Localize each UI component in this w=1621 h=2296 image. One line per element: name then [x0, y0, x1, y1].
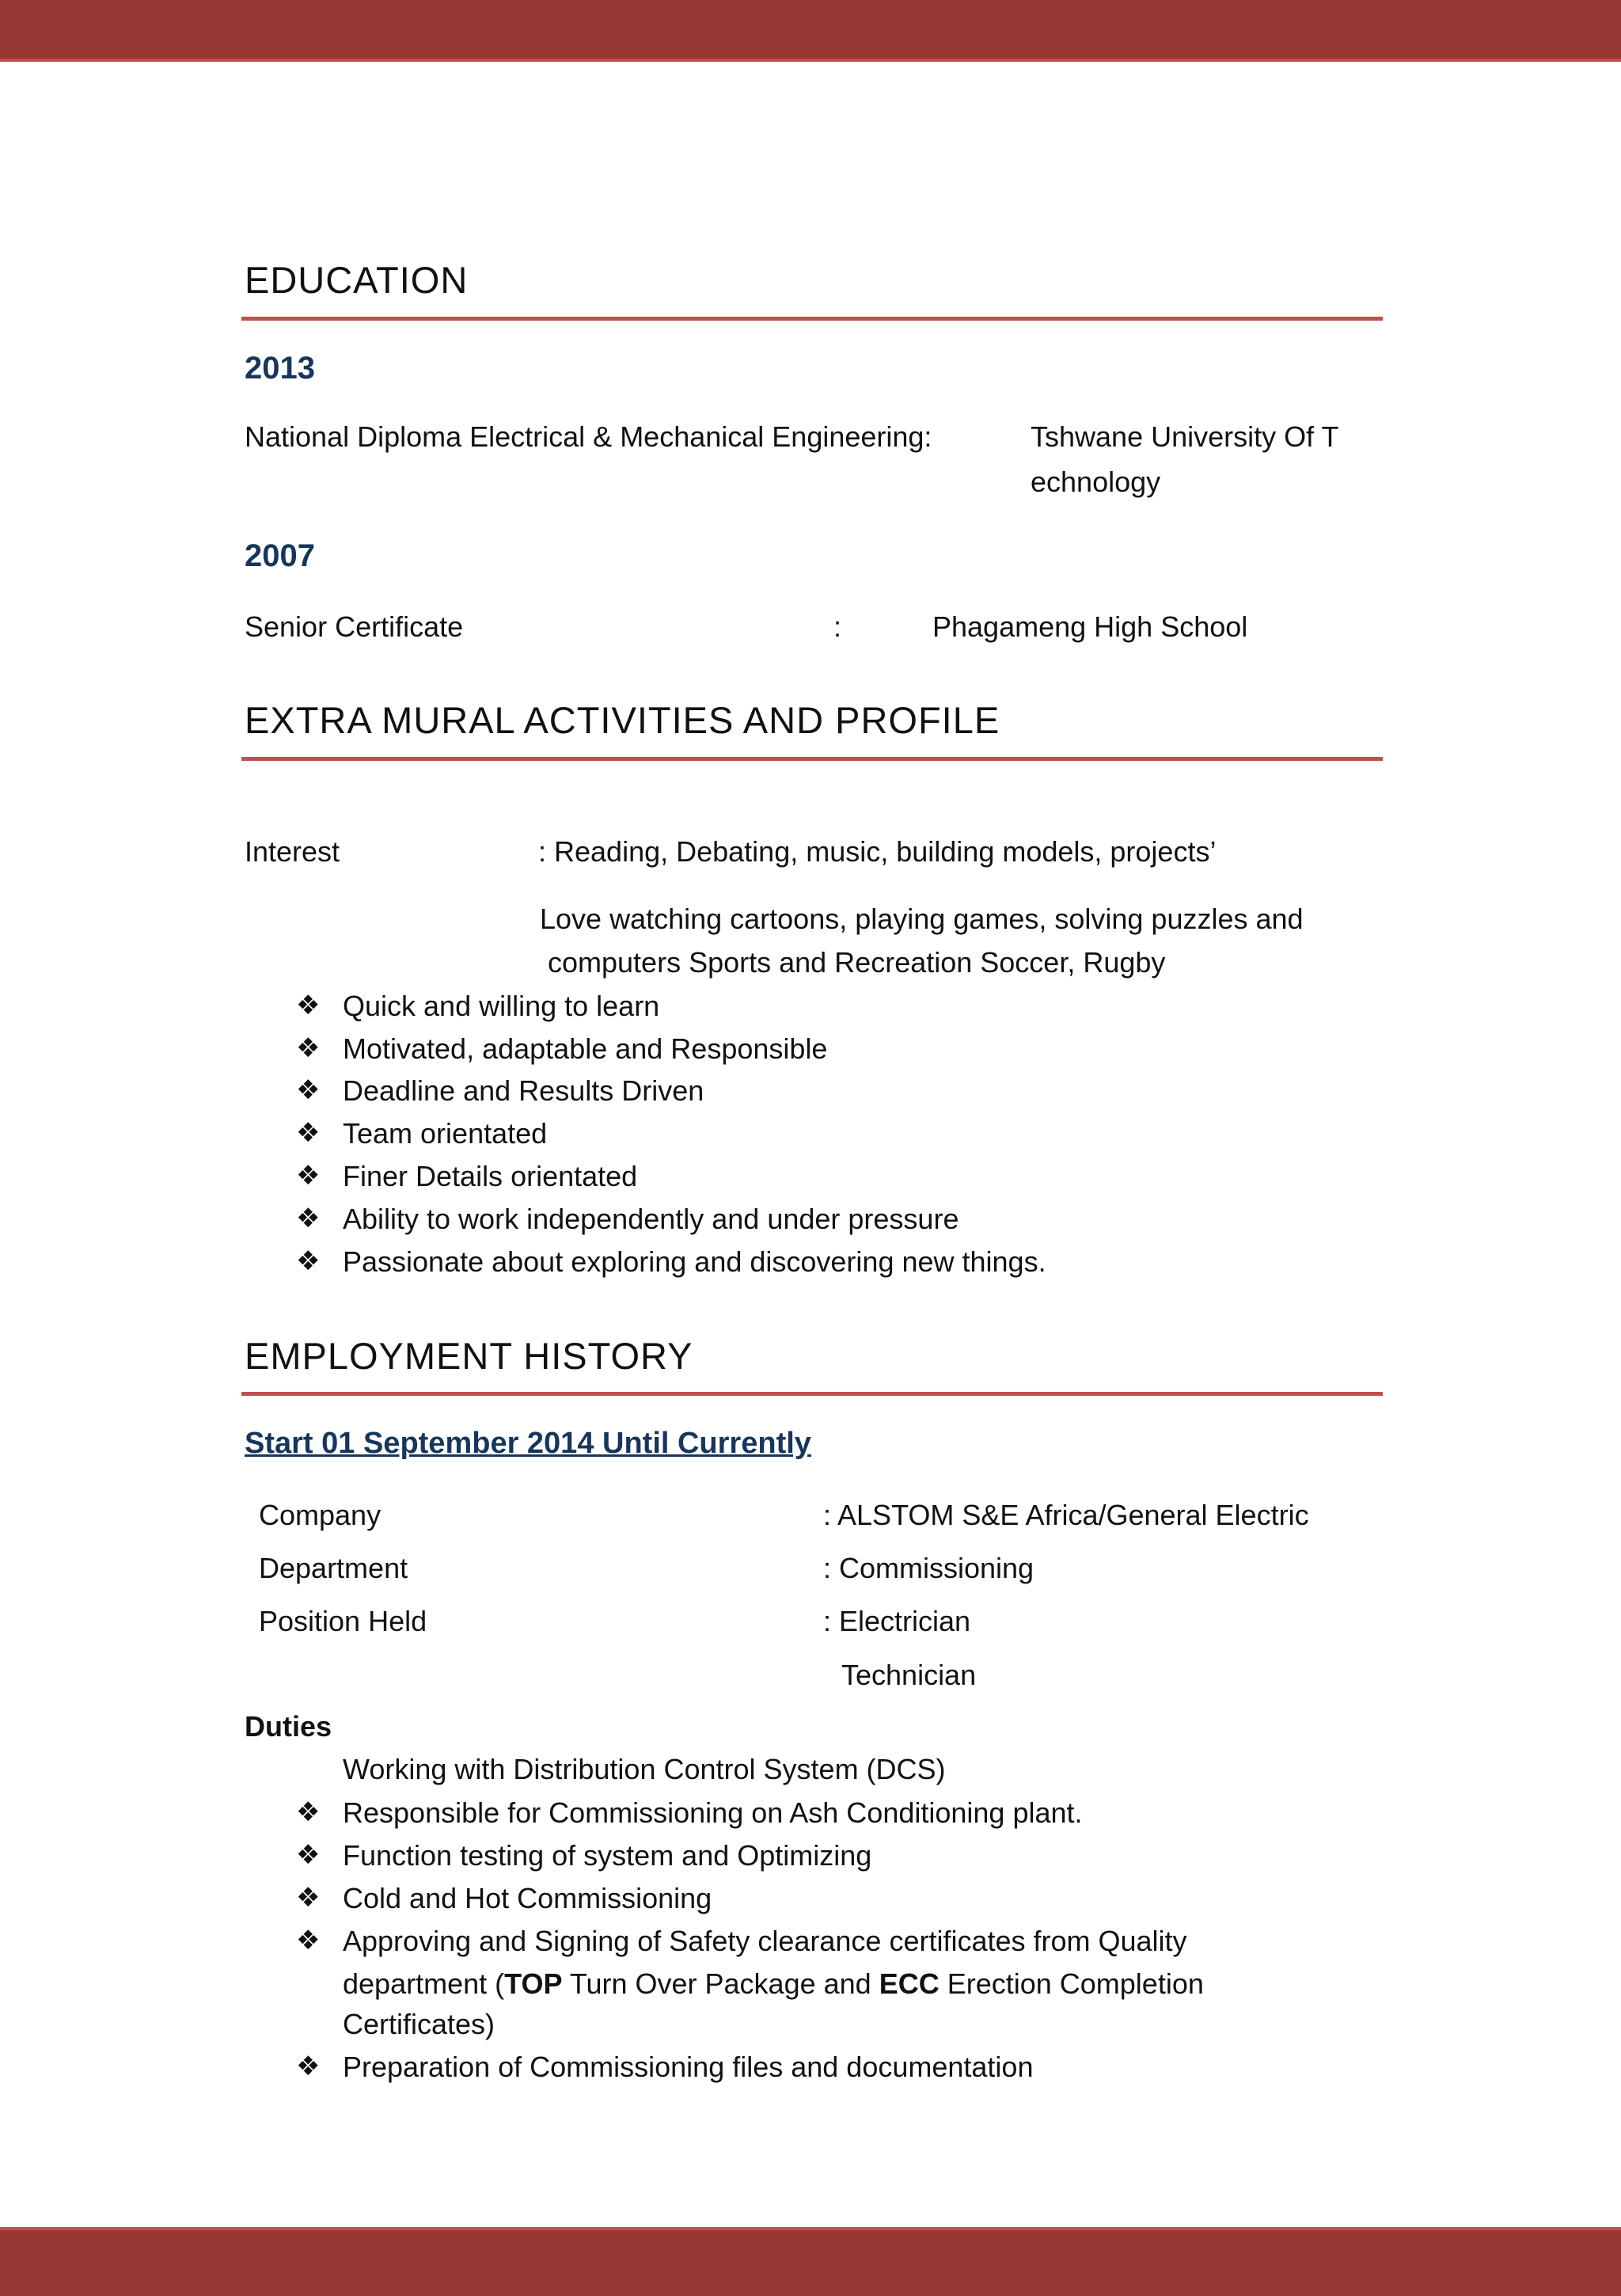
bullet-icon: ❖	[296, 1797, 321, 1827]
duty-item: Preparation of Commissioning files and documentation	[343, 2051, 1034, 2083]
bullet-icon: ❖	[296, 990, 321, 1021]
duty-approving-text-e: Erection Completion	[939, 1967, 1204, 2000]
education-institution-tut-line1: Tshwane University Of T	[1031, 420, 1339, 453]
bullet-icon: ❖	[296, 1161, 321, 1191]
education-qualification-senior: Senior Certificate	[245, 610, 464, 643]
duty-approving-line1: Approving and Signing of Safety clearance certificates from Quality	[343, 1925, 1187, 1957]
employment-heading: EMPLOYMENT HISTORY	[245, 1335, 693, 1377]
extra-rule	[241, 757, 1383, 761]
interest-line2: Love watching cartoons, playing games, solving puzzles and	[540, 903, 1304, 935]
bullet-icon: ❖	[296, 1118, 321, 1148]
department-value: : Commissioning	[823, 1552, 1034, 1584]
duty-item: Cold and Hot Commissioning	[343, 1882, 712, 1914]
profile-bullet: Motivated, adaptable and Responsible	[343, 1032, 828, 1065]
education-institution-school: Phagameng High School	[932, 610, 1248, 643]
bullet-icon: ❖	[296, 2051, 321, 2081]
interest-label: Interest	[245, 835, 340, 868]
bullet-icon: ❖	[296, 1033, 321, 1063]
company-value: : ALSTOM S&E Africa/General Electric	[823, 1499, 1309, 1531]
profile-bullet: Finer Details orientated	[343, 1160, 638, 1192]
duty-item: Function testing of system and Optimizing	[343, 1839, 872, 1872]
bullet-icon: ❖	[296, 1246, 321, 1276]
bullet-icon: ❖	[296, 1883, 321, 1913]
profile-bullet: Quick and willing to learn	[343, 990, 660, 1022]
education-year-2007: 2007	[245, 538, 315, 573]
department-label: Department	[259, 1552, 408, 1584]
bullet-icon: ❖	[296, 1925, 321, 1956]
education-year-2013: 2013	[245, 351, 315, 386]
position-value-continued: Technician	[841, 1659, 977, 1691]
duty-item: Responsible for Commissioning on Ash Conditioning plant.	[343, 1796, 1083, 1829]
profile-bullet: Passionate about exploring and discovering new things.	[343, 1245, 1046, 1278]
interest-line1: : Reading, Debating, music, building models, projects’	[538, 835, 1217, 868]
duty-approving-line2	[343, 1967, 1204, 2001]
position-value: : Electrician	[823, 1605, 971, 1637]
duties-label: Duties	[245, 1710, 332, 1743]
profile-bullet: Deadline and Results Driven	[343, 1074, 704, 1107]
profile-bullet: Team orientated	[343, 1117, 548, 1150]
employment-rule	[241, 1392, 1383, 1396]
bullet-icon: ❖	[296, 1075, 321, 1105]
company-label: Company	[259, 1499, 382, 1531]
profile-bullet: Ability to work independently and under pressure	[343, 1203, 959, 1235]
employment-period: Start 01 September 2014 Until Currently	[245, 1427, 811, 1460]
education-qualification-diploma: National Diploma Electrical & Mechanical Engineering:	[245, 420, 932, 453]
position-label: Position Held	[259, 1605, 427, 1637]
duty-approving-ecc: ECC	[879, 1967, 940, 2000]
education-institution-tut-line2: echnology	[1031, 466, 1161, 498]
interest-line3: computers Sports and Recreation Soccer, Rugby	[548, 946, 1166, 979]
education-heading: EDUCATION	[245, 259, 469, 301]
duty-approving-text-a: department (	[343, 1967, 505, 2000]
duty-approving-line3: Certificates)	[343, 2008, 495, 2040]
education-separator: :	[833, 610, 842, 643]
duty-approving-top: TOP	[504, 1967, 563, 2000]
bullet-icon: ❖	[296, 1203, 321, 1234]
duties-intro: Working with Distribution Control System (DCS)	[343, 1753, 946, 1785]
duty-approving-text-c: Turn Over Package and	[562, 1967, 879, 2000]
bullet-icon: ❖	[296, 1840, 321, 1870]
education-rule	[241, 317, 1383, 321]
bottom-banner	[0, 2227, 1621, 2296]
extra-heading: EXTRA MURAL ACTIVITIES AND PROFILE	[245, 699, 1000, 741]
top-banner	[0, 0, 1621, 62]
